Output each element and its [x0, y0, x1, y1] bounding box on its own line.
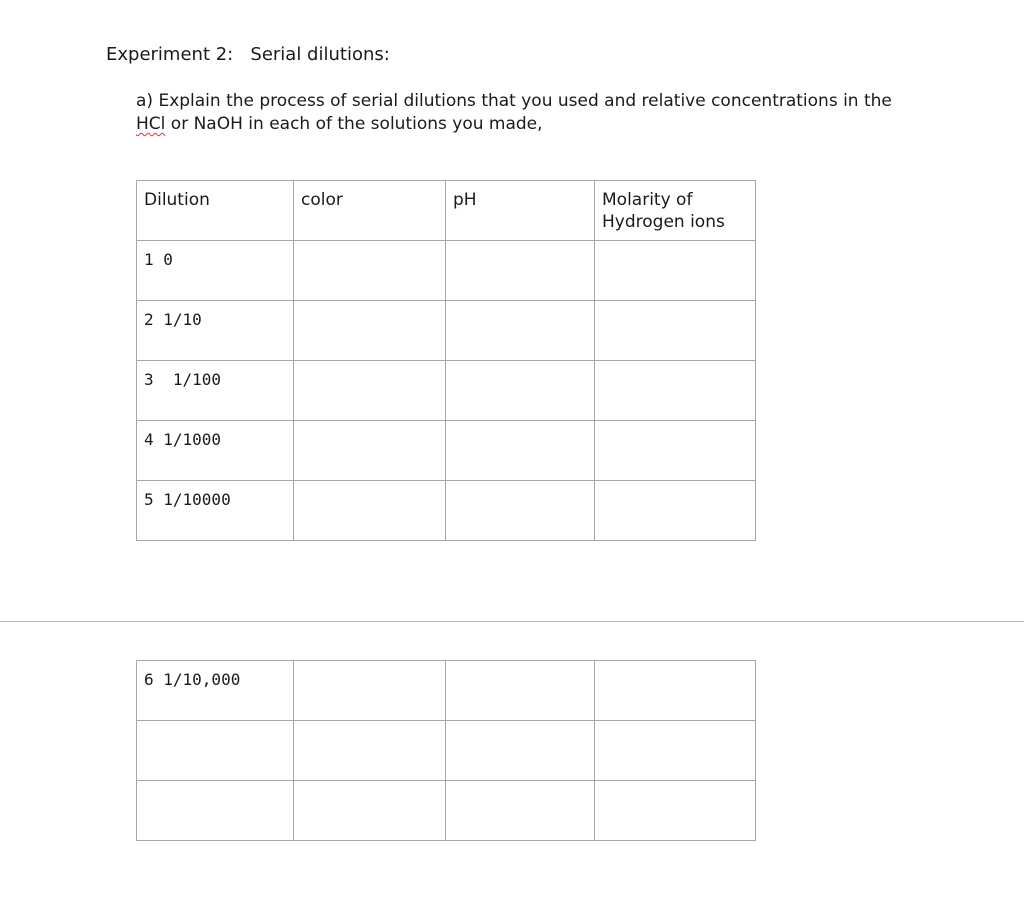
ph-cell[interactable]: [446, 781, 595, 841]
ph-cell[interactable]: [446, 241, 595, 301]
color-cell[interactable]: [294, 361, 446, 421]
question-line-2-rest: or NaOH in each of the solutions you made,: [165, 114, 543, 134]
color-cell[interactable]: [294, 241, 446, 301]
question-text: [136, 90, 896, 136]
ph-cell[interactable]: [446, 361, 595, 421]
ph-cell[interactable]: [446, 481, 595, 541]
molarity-cell[interactable]: [595, 661, 756, 721]
molarity-cell[interactable]: [595, 361, 756, 421]
header-molarity[interactable]: Molarity of Hydrogen ions: [595, 181, 756, 241]
dilution-cell[interactable]: 1 0: [137, 241, 294, 301]
dilution-cell[interactable]: 4 1/1000: [137, 421, 294, 481]
molarity-cell[interactable]: [595, 481, 756, 541]
page-break-divider: [0, 621, 1024, 622]
color-cell[interactable]: [294, 721, 446, 781]
color-cell[interactable]: [294, 421, 446, 481]
table-row: [137, 781, 756, 841]
ph-cell[interactable]: [446, 301, 595, 361]
question-line-2: [136, 113, 896, 136]
molarity-cell[interactable]: [595, 781, 756, 841]
dilution-cell[interactable]: 2 1/10: [137, 301, 294, 361]
dilution-table: [136, 180, 756, 541]
table-row: [137, 481, 756, 541]
ph-cell[interactable]: [446, 721, 595, 781]
dilution-cell[interactable]: 5 1/10000: [137, 481, 294, 541]
spellcheck-flagged-word[interactable]: HCl: [136, 114, 166, 134]
dilution-table-continued: [136, 660, 756, 841]
ph-cell[interactable]: [446, 661, 595, 721]
dilution-cell[interactable]: 3 1/100: [137, 361, 294, 421]
table-row: [137, 361, 756, 421]
dilution-cell[interactable]: [137, 781, 294, 841]
molarity-cell[interactable]: [595, 721, 756, 781]
dilution-cell[interactable]: [137, 721, 294, 781]
ph-cell[interactable]: [446, 421, 595, 481]
table-row: [137, 661, 756, 721]
molarity-cell[interactable]: [595, 241, 756, 301]
header-color[interactable]: color: [294, 181, 446, 241]
color-cell[interactable]: [294, 301, 446, 361]
dilution-cell[interactable]: 6 1/10,000: [137, 661, 294, 721]
molarity-cell[interactable]: [595, 421, 756, 481]
color-cell[interactable]: [294, 661, 446, 721]
header-dilution[interactable]: Dilution: [137, 181, 294, 241]
table-header-row: [137, 181, 756, 241]
header-ph[interactable]: pH: [446, 181, 595, 241]
color-cell[interactable]: [294, 781, 446, 841]
table-row: [137, 301, 756, 361]
table-row: [137, 721, 756, 781]
question-line-1: a) Explain the process of serial dilutions that you used and relative concentrations in the: [136, 91, 892, 111]
experiment-heading: Experiment 2: Serial dilutions:: [106, 44, 390, 65]
color-cell[interactable]: [294, 481, 446, 541]
molarity-cell[interactable]: [595, 301, 756, 361]
table-row: [137, 421, 756, 481]
table-row: [137, 241, 756, 301]
